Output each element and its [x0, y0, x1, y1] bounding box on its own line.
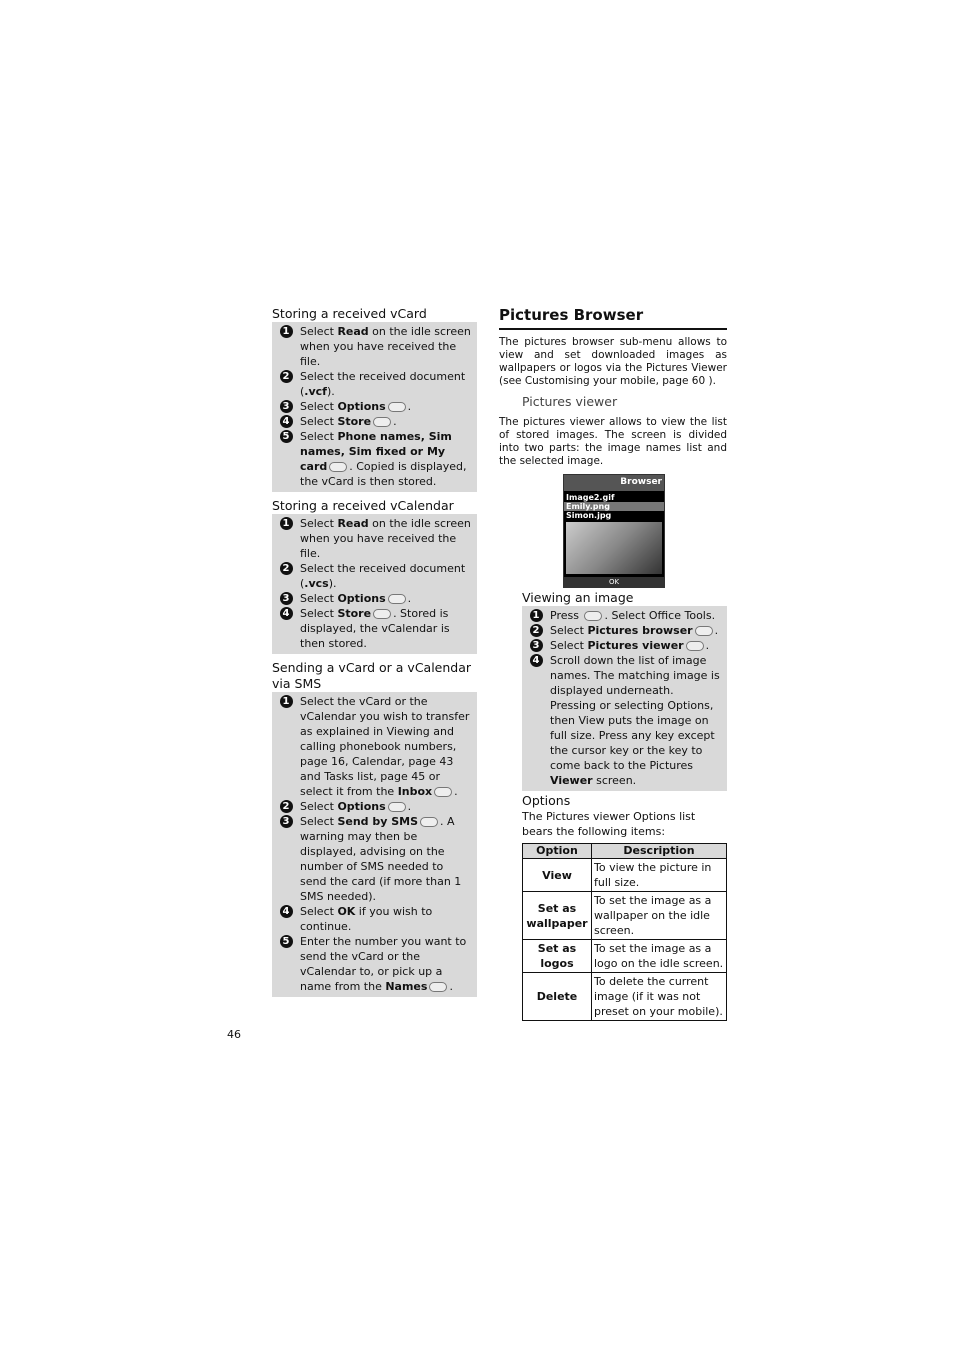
step-text — [300, 324, 473, 369]
step-text-tail: on the idle screen when you have received the file. — [300, 517, 471, 560]
step-text-tail: . Select Office Tools. — [604, 609, 716, 622]
step-number-icon: 4 — [272, 904, 300, 934]
key-icon — [420, 817, 438, 827]
step-text-bold: OK — [337, 905, 356, 918]
step-text-tail: . — [449, 980, 453, 993]
step-text — [300, 606, 473, 651]
step-text-lead: Select — [300, 800, 338, 813]
step-text-bold: Viewer — [550, 774, 593, 787]
key-icon — [429, 982, 447, 992]
table-header-description: Description — [592, 844, 727, 859]
step-text-bold: Read — [337, 517, 369, 530]
step-text-lead: Select — [300, 607, 338, 620]
step-text-lead: Scroll down the list of image names. The matching image is displayed underneath. Pressing or selecting Options, then View puts the image on full size. Press any key except the cursor key or the key to come back to the Pictures — [550, 654, 720, 772]
step-text-lead: Select — [300, 517, 338, 530]
option-cell: Set as wallpaper — [523, 892, 592, 940]
step-text-bold: Store — [337, 415, 372, 428]
step-text-tail: . — [393, 415, 397, 428]
step-number-icon: 4 — [272, 606, 300, 651]
phone-preview-image — [566, 522, 662, 574]
description-cell: To set the image as a wallpaper on the idle screen. — [592, 892, 727, 940]
step-item — [272, 429, 473, 489]
step-number-icon: 3 — [272, 591, 300, 606]
step-text-bold: .vcf — [304, 385, 327, 398]
step-item — [272, 399, 473, 414]
step-text — [300, 904, 473, 934]
description-cell: To delete the current image (if it was not preset on your mobile). — [592, 973, 727, 1021]
phone-file-list — [564, 493, 664, 520]
step-text-bold: .vcs — [304, 577, 329, 590]
options-title: Options — [522, 793, 571, 808]
step-text-tail: . Copied is displayed, the vCard is then stored. — [300, 460, 467, 488]
key-icon — [695, 626, 713, 636]
step-text — [300, 414, 473, 429]
viewer-subheading: Pictures viewer — [522, 394, 618, 409]
step-text — [550, 608, 723, 623]
step-item — [522, 608, 723, 623]
step-text-lead: Select — [300, 325, 338, 338]
step-item — [272, 369, 473, 399]
intro-paragraph: The pictures browser sub-menu allows to view and set downloaded images as wallpapers or logos via the Pictures Viewer (see Customising your mobile, page 60 ). — [499, 336, 727, 387]
step-number-icon: 1 — [522, 608, 550, 623]
phone-header-bar — [564, 475, 664, 491]
step-text — [300, 429, 473, 489]
step-text-bold: Options — [337, 800, 386, 813]
step-text-bold: Read — [337, 325, 369, 338]
viewing-steps — [522, 606, 727, 791]
step-text — [300, 399, 473, 414]
step-text-lead: Select the received document ( — [300, 370, 466, 398]
vcal-section-title: Storing a received vCalendar — [272, 498, 454, 513]
sms-section-title: Sending a vCard or a vCalendar via SMS — [272, 660, 472, 691]
step-number-icon: 1 — [272, 324, 300, 369]
step-number-icon: 3 — [272, 399, 300, 414]
table-row — [523, 892, 727, 940]
step-text-tail: . — [407, 400, 412, 413]
step-text — [550, 623, 723, 638]
step-text — [300, 799, 473, 814]
vcard-steps — [272, 322, 477, 492]
left-column — [272, 306, 477, 1003]
step-number-icon: 5 — [272, 934, 300, 994]
phone-screenshot — [563, 474, 665, 588]
key-icon — [584, 611, 602, 621]
step-text-bold: Pictures viewer — [587, 639, 684, 652]
step-item — [272, 561, 473, 591]
step-text-tail: . — [407, 800, 412, 813]
key-icon — [388, 402, 406, 412]
step-text-bold: Phone names, Sim names, Sim fixed or My card — [300, 430, 452, 473]
step-text-tail: . — [705, 639, 710, 652]
step-number-icon: 4 — [272, 414, 300, 429]
table-row — [523, 859, 727, 892]
phone-header-label: Browser — [620, 477, 662, 487]
step-number-icon: 1 — [272, 694, 300, 799]
step-text-bold: Pictures browser — [587, 624, 693, 637]
step-item — [522, 653, 723, 788]
option-cell: Delete — [523, 973, 592, 1021]
step-item — [272, 591, 473, 606]
key-icon — [329, 462, 347, 472]
step-item — [272, 814, 473, 904]
step-text-tail: ). — [328, 577, 337, 590]
step-text-tail: if you wish to continue. — [300, 905, 433, 933]
step-text-tail: on the idle screen when you have received the file. — [300, 325, 471, 368]
step-text-lead: Select — [300, 400, 338, 413]
step-item — [522, 623, 723, 638]
step-text-tail: . — [454, 785, 458, 798]
option-cell: View — [523, 859, 592, 892]
step-text-lead: Select the received document ( — [300, 562, 466, 590]
step-text-lead: Select — [300, 905, 338, 918]
step-item — [272, 934, 473, 994]
key-icon — [373, 609, 391, 619]
step-text — [300, 591, 473, 606]
option-cell: Set as logos — [523, 940, 592, 973]
step-number-icon: 2 — [272, 369, 300, 399]
step-text-lead: Enter the number you want to send the vCard or the vCalendar to, or pick up a name from the — [300, 935, 467, 993]
step-text — [300, 694, 473, 799]
table-row — [523, 940, 727, 973]
step-number-icon: 5 — [272, 429, 300, 489]
right-column — [499, 306, 727, 1021]
description-cell: To set the image as a logo on the idle screen. — [592, 940, 727, 973]
step-text-bold: Inbox — [397, 785, 433, 798]
step-text-bold: Names — [385, 980, 428, 993]
key-icon — [373, 417, 391, 427]
step-text-lead: Select — [550, 639, 588, 652]
phone-file-item: Simon.jpg — [566, 511, 612, 520]
table-header-option: Option — [523, 844, 592, 859]
table-row — [523, 973, 727, 1021]
step-text — [300, 814, 473, 904]
step-item — [272, 516, 473, 561]
step-text — [300, 516, 473, 561]
vcard-section-title: Storing a received vCard — [272, 306, 427, 321]
step-text-bold: Options — [337, 592, 386, 605]
step-text — [300, 561, 473, 591]
step-text-bold: Send by SMS — [337, 815, 419, 828]
sms-steps — [272, 692, 477, 997]
step-text-lead: Select — [300, 415, 338, 428]
vcal-steps — [272, 514, 477, 654]
step-text-lead: Select the vCard or the vCalendar you wish to transfer as explained in Viewing and calling phonebook numbers, page 16, Calendar, page 43 and Tasks list, page 45 or select it from the — [300, 695, 470, 798]
step-text-lead: Select — [300, 430, 338, 443]
step-text-tail: screen. — [592, 774, 637, 787]
step-text — [300, 369, 473, 399]
step-text-lead: Select — [550, 624, 588, 637]
page-heading: Pictures Browser — [499, 306, 727, 330]
step-item — [272, 606, 473, 651]
step-item — [272, 799, 473, 814]
step-text-tail: . A warning may then be displayed, advising on the number of SMS needed to send the card (if more than 1 SMS needed). — [300, 815, 462, 903]
step-text — [300, 934, 473, 994]
step-text-bold: Options — [337, 400, 386, 413]
step-text-tail: . Stored is displayed, the vCalendar is then stored. — [300, 607, 450, 650]
description-cell: To view the picture in full size. — [592, 859, 727, 892]
step-text — [550, 653, 723, 788]
key-icon — [434, 787, 452, 797]
step-item — [522, 638, 723, 653]
step-number-icon: 2 — [272, 799, 300, 814]
step-text-lead: Press — [550, 609, 583, 622]
key-icon — [388, 802, 406, 812]
phone-file-item: Image2.gif — [566, 493, 615, 502]
step-item — [272, 324, 473, 369]
step-text-lead: Select — [300, 815, 338, 828]
step-number-icon: 2 — [272, 561, 300, 591]
options-text: The Pictures viewer Options list bears the following items: — [522, 810, 696, 838]
step-text-tail: . — [714, 624, 719, 637]
viewing-section — [522, 590, 727, 1021]
step-item — [272, 694, 473, 799]
step-text-bold: Store — [337, 607, 372, 620]
phone-file-item-selected: Emily.png — [564, 502, 664, 511]
options-table — [522, 843, 727, 1021]
step-text — [550, 638, 723, 653]
key-icon — [388, 594, 406, 604]
step-number-icon: 1 — [272, 516, 300, 561]
step-number-icon: 2 — [522, 623, 550, 638]
step-number-icon: 4 — [522, 653, 550, 788]
step-item — [272, 904, 473, 934]
step-number-icon: 3 — [272, 814, 300, 904]
phone-ok-softkey: OK — [564, 577, 664, 587]
page-number: 46 — [227, 1028, 241, 1041]
step-number-icon: 3 — [522, 638, 550, 653]
step-item — [272, 414, 473, 429]
viewing-title: Viewing an image — [522, 590, 634, 605]
key-icon — [686, 641, 704, 651]
step-text-tail: . — [407, 592, 412, 605]
step-text-tail: ). — [326, 385, 335, 398]
step-text-lead: Select — [300, 592, 338, 605]
viewer-paragraph: The pictures viewer allows to view the list of stored images. The screen is divided into two parts: the image names list and the selected image. — [499, 416, 727, 467]
